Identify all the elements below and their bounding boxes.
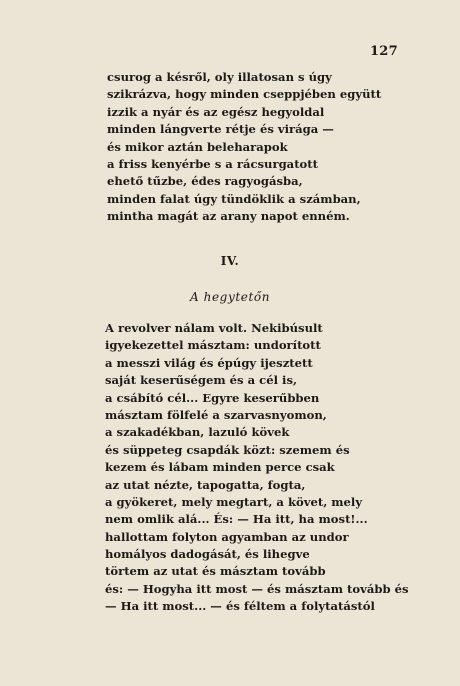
verse-line: — Ha itt most... — és féltem a folytatástól bbox=[105, 599, 375, 614]
verse-line: minden falat úgy tündöklik a számban, bbox=[107, 191, 361, 206]
verse-line: az utat nézte, tapogatta, fogta, bbox=[105, 477, 306, 492]
verse-line: saját keserűségem és a cél is, bbox=[105, 373, 298, 388]
section-number: IV. bbox=[220, 254, 240, 268]
verse-line: és süppeteg csapdák közt: szemem és bbox=[105, 442, 350, 457]
verse-line: törtem az utat és másztam tovább bbox=[105, 564, 326, 579]
page-number: 127 bbox=[369, 44, 398, 59]
verse-line: igyekezettel másztam: undorított bbox=[105, 338, 321, 353]
verse-line: a messzi világ és épúgy ijesztett bbox=[105, 355, 313, 370]
verse-line: minden lángverte rétje és virága — bbox=[107, 122, 334, 137]
stanza-2 bbox=[105, 320, 409, 616]
verse-line: a szakadékban, lazuló kövek bbox=[105, 425, 290, 440]
verse-line: A revolver nálam volt. Nekibúsult bbox=[105, 321, 323, 335]
verse-line: a gyökeret, mely megtart, a követ, mely bbox=[105, 494, 363, 509]
verse-line: szikrázva, hogy minden cseppjében együtt bbox=[107, 87, 382, 102]
verse-line: a csábító cél... Egyre keserűbben bbox=[105, 390, 320, 405]
verse-line: homályos dadogását, és lihegve bbox=[105, 547, 310, 562]
verse-line: ehető tűzbe, édes ragyogásba, bbox=[107, 174, 303, 189]
verse-line: és mikor aztán beleharapok bbox=[107, 139, 288, 154]
verse-line: mintha magát az arany napot enném. bbox=[107, 209, 350, 224]
verse-line: a friss kenyérbe s a rácsurgatott bbox=[107, 156, 318, 171]
verse-line: kezem és lábam minden perce csak bbox=[105, 460, 335, 475]
verse-line: izzik a nyár és az egész hegyoldal bbox=[107, 104, 325, 119]
stanza-1 bbox=[107, 69, 407, 226]
section-title: A hegytetőn bbox=[189, 290, 271, 304]
verse-line: hallottam folyton agyamban az undor bbox=[105, 529, 349, 544]
verse-line: és: — Hogyha itt most — és másztam tovább és bbox=[105, 581, 409, 596]
verse-line: nem omlik alá... És: — Ha itt, ha most!... bbox=[105, 512, 368, 527]
verse-line: csurog a késről, oly illatosan s úgy bbox=[107, 70, 332, 84]
verse-line: másztam fölfelé a szarvasnyomon, bbox=[105, 407, 327, 422]
